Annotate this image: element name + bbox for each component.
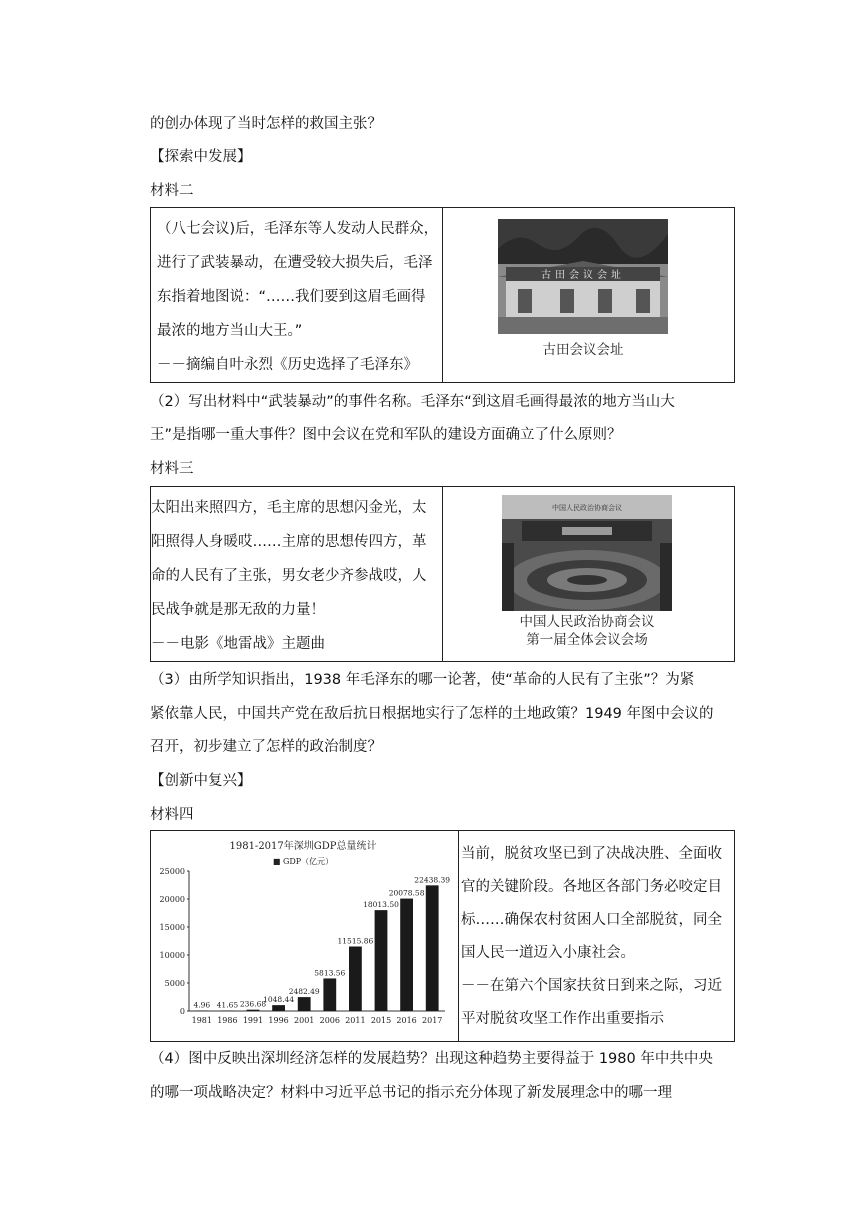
material-3-line: 太阳出来照四方，毛主席的思想闪金光，太 [151,500,427,516]
material-4-line: 官的关键阶段。各地区各部门务必咬定目 [461,879,722,895]
gdp-chart [153,835,453,1035]
material-3-line: 阳照得人身暖哎……主席的思想传四方，革 [151,534,427,550]
x-tick-label: 1986 [217,1016,238,1025]
y-tick-label: 5000 [164,979,185,988]
section-heading-exploration: 【探索中发展】 [150,149,252,165]
x-tick-label: 2001 [294,1016,315,1025]
bar-value-label: 4.96 [193,1000,211,1010]
bar-1981 [195,1011,208,1012]
material-2-line: 东指着地图说：“……我们要到这眉毛画得 [157,289,426,305]
question-4-line-2: 的哪一项战略决定？材料中习近平总书记的指示充分体现了新发展理念中的哪一理 [150,1085,672,1101]
chart-legend-label: ■ GDP（亿元） [272,857,334,866]
y-tick-label: 15000 [159,923,185,932]
y-tick-label: 25000 [159,867,185,876]
bar-value-label: 236.68 [239,999,267,1009]
material-2-line: （八七会议)后，毛泽东等人发动人民群众， [157,221,439,237]
x-tick-label: 2016 [396,1016,417,1025]
bar-1991 [247,1010,260,1011]
material-3-line: 民战争就是那无敌的力量！ [151,602,325,618]
question-3-line-2: 紧依靠人民，中国共产党在敌后抗日根据地实行了怎样的土地政策？1949 年图中会议的 [150,706,714,722]
question-3-line-1: （3）由所学知识指出，1938 年毛泽东的哪一论著，使“革命的人民有了主张”？为紧 [150,672,695,688]
gutian-caption: 古田会议会址 [542,342,624,358]
x-tick-label: 2006 [319,1016,340,1025]
material-4-line: 国人民一道迈入小康社会。 [461,945,635,961]
bar-value-label: 22438.39 [414,875,451,885]
x-tick-label: 1991 [242,1016,264,1025]
bar-value-label: 2482.49 [288,987,320,997]
cppcc-meeting-photo [502,495,672,611]
material-3-line: 命的人民有了主张，男女老少齐参战哎，人 [151,568,427,584]
question-4-line-1: （4）图中反映出深圳经济怎样的发展趋势？出现这种趋势主要得益于 1980 年中共中央 [150,1051,713,1067]
bar-value-label: 11515.86 [337,936,374,946]
bar-2011 [349,947,362,1011]
material-2-table [150,207,735,383]
x-tick-label: 2017 [422,1016,443,1025]
bar-value-label: 5813.56 [314,968,346,978]
cppcc-banner-text: 中国人民政治协商会议 [552,504,622,512]
question-2-line-2: 王”是指哪一重大事件？图中会议在党和军队的建设方面确立了什么原则？ [150,427,622,443]
bar-2006 [323,978,336,1011]
gutian-meeting-photo [498,219,668,334]
material-4-line: 标……确保农村贫困人口全部脱贫，同全 [461,912,722,928]
y-tick-label: 10000 [159,951,185,960]
cppcc-caption-line-2: 第一届全体会议会场 [526,632,648,648]
material-2-label: 材料二 [150,183,194,199]
y-tick-label: 0 [179,1007,185,1016]
bar-value-label: 41.65 [216,1000,239,1010]
cppcc-caption-line-1: 中国人民政治协商会议 [519,614,655,630]
material-4-source: －－在第六个国家扶贫日到来之际，习近 [461,978,722,994]
y-tick-label: 20000 [159,895,185,904]
material-4-line: 当前，脱贫攻坚已到了决战决胜、全面收 [461,846,722,862]
question-3-line-3: 召开，初步建立了怎样的政治制度？ [150,739,382,755]
bar-1996 [272,1005,285,1011]
question-1-tail: 的创办体现了当时怎样的救国主张？ [150,116,382,132]
bar-2015 [375,910,388,1011]
question-2-line-1: （2）写出材料中“武装暴动”的事件名称。毛泽东“到这眉毛画得最浓的地方当山大 [150,394,675,410]
material-4-label: 材料四 [150,807,194,823]
material-2-source: －－摘编自叶永烈《历史选择了毛泽东》 [157,357,418,373]
bar-value-label: 20078.58 [388,888,425,898]
material-2-line: 进行了武装暴动，在遭受较大损失后，毛泽 [157,255,433,271]
bar-2017 [426,885,439,1011]
material-3-source: －－电影《地雷战》主题曲 [151,636,325,652]
bar-2016 [400,899,413,1011]
x-tick-label: 1981 [191,1016,212,1025]
material-2-line: 最浓的地方当山大王。” [157,323,303,339]
bar-value-label: 1048.44 [263,995,295,1005]
x-tick-label: 1996 [268,1016,289,1025]
bar-1986 [221,1011,234,1012]
material-4-source: 平对脱贫攻坚工作作出重要指示 [461,1011,664,1027]
x-tick-label: 2015 [370,1016,392,1025]
section-heading-innovation: 【创新中复兴】 [150,773,252,789]
gdp-chart-svg [153,835,453,1035]
bar-2001 [298,997,311,1011]
x-tick-label: 2011 [345,1016,366,1025]
material-3-label: 材料三 [150,461,194,477]
chart-title: 1981-2017年深圳GDP总量统计 [229,841,377,852]
material-3-table [150,486,735,662]
bar-value-label: 18013.50 [363,900,399,910]
material-4-table [150,830,735,1042]
gutian-sign-text: 古田会议会址 [541,270,625,281]
